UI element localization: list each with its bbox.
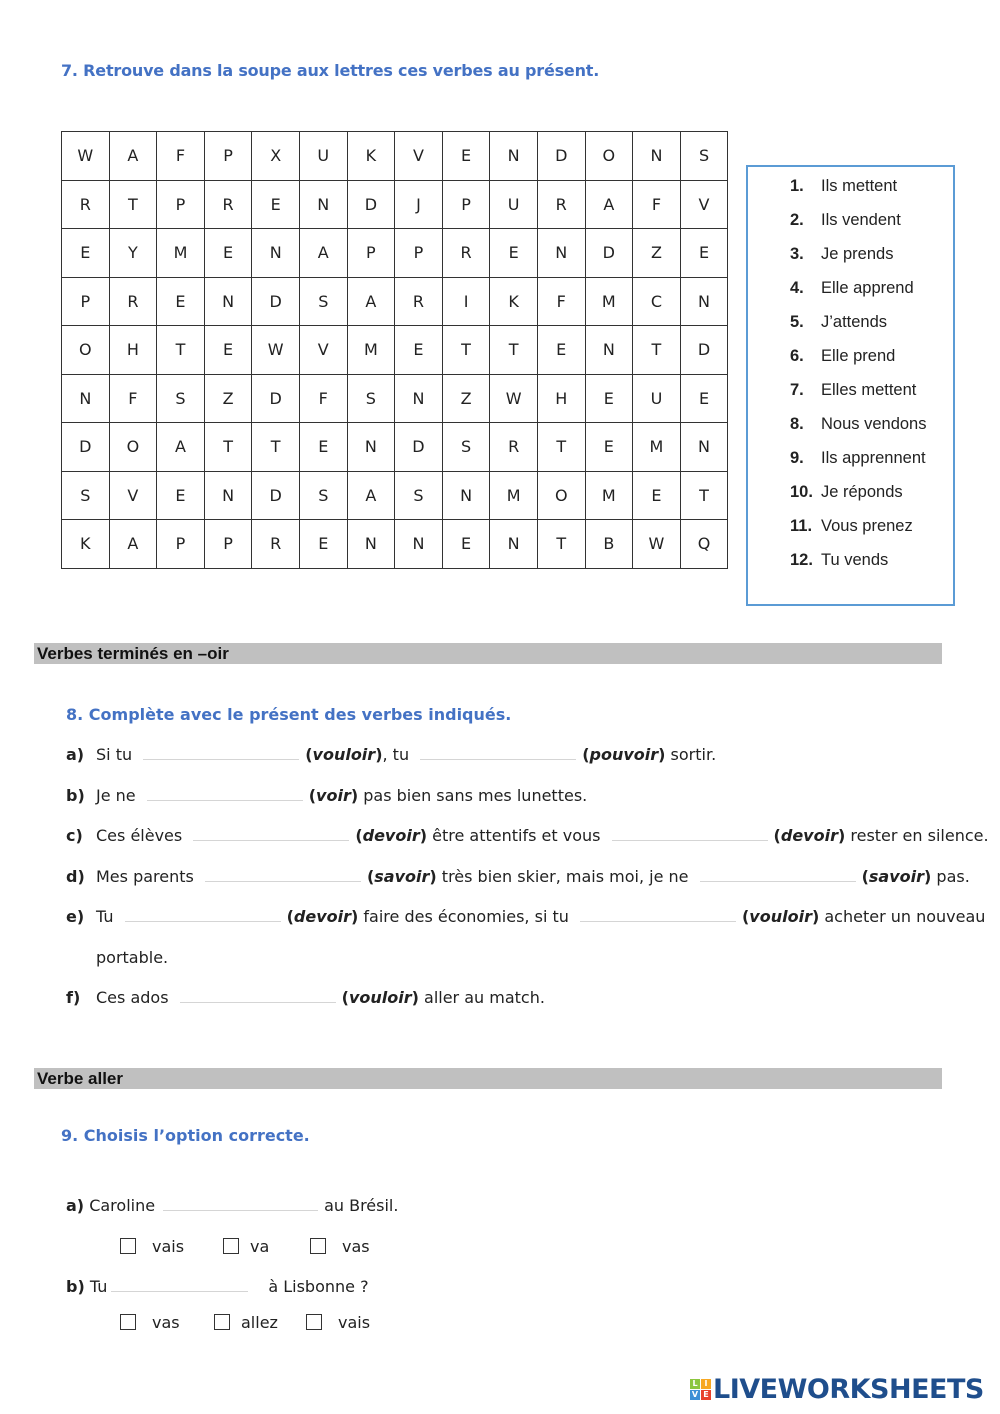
grid-cell[interactable]: E bbox=[490, 229, 538, 278]
grid-cell[interactable]: N bbox=[585, 326, 633, 375]
grid-cell[interactable]: O bbox=[109, 423, 157, 472]
item-label: c) bbox=[66, 826, 83, 845]
verb-hint: (savoir) bbox=[861, 867, 932, 886]
word-list bbox=[790, 175, 927, 583]
grid-cell[interactable]: M bbox=[490, 471, 538, 520]
grid-cell[interactable]: F bbox=[537, 277, 585, 326]
option[interactable] bbox=[120, 1313, 180, 1332]
grid-cell[interactable]: E bbox=[252, 180, 300, 229]
grid-cell[interactable]: N bbox=[537, 229, 585, 278]
word-text: Elle apprend bbox=[821, 279, 914, 297]
item-text: Mes parents bbox=[96, 867, 194, 886]
grid-cell[interactable]: N bbox=[204, 277, 252, 326]
grid-cell[interactable]: D bbox=[252, 277, 300, 326]
grid-cell[interactable]: W bbox=[490, 374, 538, 423]
grid-cell[interactable]: K bbox=[62, 520, 110, 569]
grid-cell[interactable]: N bbox=[204, 471, 252, 520]
grid-cell[interactable]: M bbox=[347, 326, 395, 375]
exercise-9-item-a bbox=[66, 1196, 398, 1215]
grid-cell[interactable]: R bbox=[109, 277, 157, 326]
verb-hint: (devoir) bbox=[773, 826, 846, 845]
item-text: faire des économies, si tu bbox=[358, 907, 569, 926]
option[interactable] bbox=[306, 1313, 370, 1332]
word-list-item bbox=[790, 549, 927, 583]
exercise-8-item-f bbox=[66, 988, 545, 1007]
option-label: allez bbox=[241, 1313, 278, 1332]
grid-row bbox=[62, 520, 728, 569]
grid-cell[interactable]: P bbox=[204, 520, 252, 569]
grid-cell[interactable]: R bbox=[395, 277, 443, 326]
grid-cell[interactable]: U bbox=[299, 132, 347, 181]
item-text: à Lisbonne ? bbox=[268, 1277, 369, 1296]
grid-cell[interactable]: T bbox=[633, 326, 681, 375]
live-blocks-icon bbox=[690, 1379, 711, 1400]
exercise-8-item-c bbox=[66, 826, 989, 845]
grid-cell[interactable]: Z bbox=[442, 374, 490, 423]
grid-cell[interactable]: F bbox=[633, 180, 681, 229]
word-text: Elles mettent bbox=[821, 381, 917, 399]
item-text: , tu bbox=[382, 745, 410, 764]
grid-cell[interactable]: P bbox=[395, 229, 443, 278]
word-list-item bbox=[790, 447, 927, 481]
checkbox[interactable] bbox=[120, 1238, 136, 1254]
word-list-item bbox=[790, 209, 927, 243]
item-text: sortir. bbox=[665, 745, 717, 764]
exercise-8-item-d bbox=[66, 867, 970, 886]
grid-cell[interactable]: D bbox=[62, 423, 110, 472]
grid-cell[interactable]: W bbox=[62, 132, 110, 181]
answer-blank[interactable] bbox=[111, 1291, 248, 1292]
grid-cell[interactable]: E bbox=[204, 326, 252, 375]
item-text: très bien skier, mais moi, je ne bbox=[436, 867, 689, 886]
verb-hint: (vouloir) bbox=[341, 988, 419, 1007]
answer-blank[interactable] bbox=[612, 840, 768, 841]
word-number: 7. bbox=[790, 381, 804, 399]
grid-cell[interactable]: N bbox=[299, 180, 347, 229]
option-label: vais bbox=[152, 1237, 185, 1256]
grid-cell[interactable]: N bbox=[395, 520, 443, 569]
grid-cell[interactable]: E bbox=[157, 277, 205, 326]
grid-cell[interactable]: M bbox=[633, 423, 681, 472]
grid-cell[interactable]: R bbox=[442, 229, 490, 278]
word-list-item bbox=[790, 243, 927, 277]
grid-cell[interactable]: P bbox=[62, 277, 110, 326]
verb-hint: (vouloir) bbox=[741, 907, 820, 926]
word-text: Ils vendent bbox=[821, 211, 901, 229]
section-header-oir-verbs: Verbes terminés en –oir bbox=[34, 643, 942, 664]
grid-cell[interactable]: P bbox=[347, 229, 395, 278]
exercise-8-item-e bbox=[66, 907, 985, 926]
item-label: a) bbox=[66, 745, 85, 764]
liveworksheets-logo bbox=[690, 1374, 984, 1404]
grid-cell[interactable]: S bbox=[299, 277, 347, 326]
word-list-box bbox=[746, 165, 955, 606]
grid-cell[interactable]: P bbox=[204, 132, 252, 181]
word-list-item bbox=[790, 175, 927, 209]
grid-cell[interactable]: R bbox=[537, 180, 585, 229]
word-number: 3. bbox=[790, 245, 804, 263]
grid-cell[interactable]: V bbox=[109, 471, 157, 520]
grid-cell[interactable]: S bbox=[299, 471, 347, 520]
grid-cell[interactable]: J bbox=[395, 180, 443, 229]
answer-blank[interactable] bbox=[143, 759, 299, 760]
grid-cell[interactable]: W bbox=[252, 326, 300, 375]
option[interactable] bbox=[214, 1313, 278, 1332]
grid-cell[interactable]: K bbox=[490, 277, 538, 326]
option[interactable] bbox=[223, 1237, 269, 1256]
grid-cell[interactable]: M bbox=[585, 471, 633, 520]
grid-cell[interactable]: E bbox=[442, 132, 490, 181]
exercise-8-item-b bbox=[66, 786, 587, 805]
grid-cell[interactable]: C bbox=[633, 277, 681, 326]
grid-cell[interactable]: P bbox=[157, 520, 205, 569]
answer-blank[interactable] bbox=[700, 881, 856, 882]
grid-cell[interactable]: N bbox=[680, 423, 728, 472]
word-text: Ils apprennent bbox=[821, 449, 926, 467]
word-number: 2. bbox=[790, 211, 804, 229]
item-label: a) bbox=[66, 1196, 85, 1215]
grid-cell[interactable]: E bbox=[585, 423, 633, 472]
verb-hint: (devoir) bbox=[286, 907, 359, 926]
grid-cell[interactable]: O bbox=[585, 132, 633, 181]
grid-cell[interactable]: T bbox=[680, 471, 728, 520]
grid-cell[interactable]: N bbox=[442, 471, 490, 520]
logo-block: V bbox=[691, 1389, 699, 1399]
grid-row bbox=[62, 180, 728, 229]
answer-blank[interactable] bbox=[580, 921, 736, 922]
answer-blank[interactable] bbox=[193, 840, 349, 841]
grid-row bbox=[62, 229, 728, 278]
grid-cell[interactable]: R bbox=[252, 520, 300, 569]
grid-cell[interactable]: S bbox=[157, 374, 205, 423]
item-label: d) bbox=[66, 867, 85, 886]
grid-cell[interactable]: S bbox=[442, 423, 490, 472]
grid-cell[interactable]: E bbox=[204, 229, 252, 278]
item-text: être attentifs et vous bbox=[427, 826, 601, 845]
grid-cell[interactable]: A bbox=[157, 423, 205, 472]
grid-cell[interactable]: F bbox=[109, 374, 157, 423]
verb-hint: (savoir) bbox=[366, 867, 437, 886]
verb-hint: (voir) bbox=[308, 786, 359, 805]
grid-cell[interactable]: D bbox=[537, 132, 585, 181]
verb-hint: (devoir) bbox=[355, 826, 428, 845]
checkbox[interactable] bbox=[120, 1314, 136, 1330]
grid-cell[interactable]: T bbox=[442, 326, 490, 375]
word-list-item bbox=[790, 345, 927, 379]
grid-cell[interactable]: E bbox=[633, 471, 681, 520]
option-label: vais bbox=[338, 1313, 371, 1332]
exercise-9-title: 9. Choisis l’option correcte. bbox=[61, 1126, 310, 1145]
grid-cell[interactable]: T bbox=[490, 326, 538, 375]
grid-cell[interactable]: O bbox=[537, 471, 585, 520]
grid-row bbox=[62, 374, 728, 423]
grid-cell[interactable]: D bbox=[252, 471, 300, 520]
grid-cell[interactable]: V bbox=[395, 132, 443, 181]
grid-cell[interactable]: A bbox=[347, 277, 395, 326]
grid-cell[interactable]: N bbox=[347, 423, 395, 472]
grid-cell[interactable]: B bbox=[585, 520, 633, 569]
grid-cell[interactable]: T bbox=[204, 423, 252, 472]
word-number: 8. bbox=[790, 415, 804, 433]
item-text: Si tu bbox=[96, 745, 133, 764]
grid-cell[interactable]: I bbox=[442, 277, 490, 326]
grid-cell[interactable]: H bbox=[109, 326, 157, 375]
word-number: 9. bbox=[790, 449, 804, 467]
grid-cell[interactable]: N bbox=[633, 132, 681, 181]
word-text: Ils mettent bbox=[821, 177, 898, 195]
item-text: Caroline bbox=[84, 1196, 156, 1215]
exercise-9-item-b bbox=[66, 1277, 369, 1296]
checkbox[interactable] bbox=[214, 1314, 230, 1330]
grid-cell[interactable]: O bbox=[62, 326, 110, 375]
grid-cell[interactable]: P bbox=[157, 180, 205, 229]
grid-cell[interactable]: P bbox=[442, 180, 490, 229]
exercise-7-title: 7. Retrouve dans la soupe aux lettres ces verbes au présent. bbox=[61, 61, 600, 80]
item-text: Tu bbox=[84, 1277, 108, 1296]
item-label: b) bbox=[66, 786, 85, 805]
grid-cell[interactable]: V bbox=[680, 180, 728, 229]
grid-cell[interactable]: D bbox=[252, 374, 300, 423]
grid-cell[interactable]: E bbox=[585, 374, 633, 423]
logo-block: L bbox=[690, 1379, 700, 1389]
item-text: au Brésil. bbox=[324, 1196, 399, 1215]
grid-cell[interactable]: V bbox=[299, 326, 347, 375]
grid-cell[interactable]: N bbox=[252, 229, 300, 278]
answer-blank[interactable] bbox=[420, 759, 576, 760]
grid-cell[interactable]: D bbox=[680, 326, 728, 375]
grid-cell[interactable]: D bbox=[585, 229, 633, 278]
grid-cell[interactable]: E bbox=[680, 374, 728, 423]
grid-cell[interactable]: M bbox=[585, 277, 633, 326]
word-number: 12. bbox=[790, 551, 813, 569]
item-text: rester en silence. bbox=[845, 826, 989, 845]
word-text: Je réponds bbox=[821, 483, 903, 501]
grid-cell[interactable]: N bbox=[490, 132, 538, 181]
option[interactable] bbox=[120, 1237, 184, 1256]
exercise-8-title: 8. Complète avec le présent des verbes indiqués. bbox=[66, 705, 512, 724]
logo-block: E bbox=[701, 1390, 711, 1400]
grid-cell[interactable]: Z bbox=[204, 374, 252, 423]
item-text: Tu bbox=[96, 907, 114, 926]
grid-cell[interactable]: E bbox=[157, 471, 205, 520]
answer-blank[interactable] bbox=[125, 921, 281, 922]
grid-cell[interactable]: T bbox=[109, 180, 157, 229]
option-label: vas bbox=[152, 1313, 180, 1332]
grid-cell[interactable]: Q bbox=[680, 520, 728, 569]
checkbox[interactable] bbox=[306, 1314, 322, 1330]
grid-row bbox=[62, 471, 728, 520]
grid-cell[interactable]: Z bbox=[633, 229, 681, 278]
word-text: Nous vendons bbox=[821, 415, 927, 433]
grid-cell[interactable]: T bbox=[537, 520, 585, 569]
grid-cell[interactable]: U bbox=[633, 374, 681, 423]
word-number: 4. bbox=[790, 279, 804, 297]
grid-cell[interactable]: R bbox=[62, 180, 110, 229]
item-label: f) bbox=[66, 988, 81, 1007]
word-number: 1. bbox=[790, 177, 804, 195]
grid-cell[interactable]: T bbox=[537, 423, 585, 472]
item-text: Ces ados bbox=[96, 988, 169, 1007]
answer-blank[interactable] bbox=[180, 1002, 336, 1003]
answer-blank[interactable] bbox=[205, 881, 361, 882]
word-list-item bbox=[790, 277, 927, 311]
exercise-8-item-a bbox=[66, 745, 716, 764]
grid-cell[interactable]: D bbox=[347, 180, 395, 229]
grid-cell[interactable]: F bbox=[299, 374, 347, 423]
grid-cell[interactable]: W bbox=[633, 520, 681, 569]
answer-blank[interactable] bbox=[163, 1210, 318, 1211]
grid-cell[interactable]: S bbox=[347, 374, 395, 423]
word-text: J’attends bbox=[821, 313, 888, 331]
grid-cell[interactable]: A bbox=[299, 229, 347, 278]
grid-cell[interactable]: S bbox=[680, 132, 728, 181]
grid-cell[interactable]: A bbox=[109, 520, 157, 569]
grid-cell[interactable]: A bbox=[347, 471, 395, 520]
grid-cell[interactable]: M bbox=[157, 229, 205, 278]
exercise-8-item-e-continued: portable. bbox=[96, 948, 169, 967]
section-header-aller-verb: Verbe aller bbox=[34, 1068, 942, 1089]
grid-cell[interactable]: N bbox=[62, 374, 110, 423]
word-list-item bbox=[790, 515, 927, 549]
word-text: Elle prend bbox=[821, 347, 896, 365]
word-list-item bbox=[790, 413, 927, 447]
grid-cell[interactable]: E bbox=[62, 229, 110, 278]
option[interactable] bbox=[310, 1237, 370, 1256]
checkbox[interactable] bbox=[223, 1238, 239, 1254]
item-text: aller au match. bbox=[418, 988, 545, 1007]
grid-cell[interactable]: E bbox=[395, 326, 443, 375]
item-text: pas. bbox=[931, 867, 970, 886]
grid-cell[interactable]: N bbox=[395, 374, 443, 423]
logo-block: I bbox=[701, 1379, 711, 1389]
grid-cell[interactable]: T bbox=[252, 423, 300, 472]
grid-cell[interactable]: A bbox=[585, 180, 633, 229]
grid-row bbox=[62, 326, 728, 375]
grid-cell[interactable]: E bbox=[299, 520, 347, 569]
word-number: 6. bbox=[790, 347, 804, 365]
grid-cell[interactable]: E bbox=[442, 520, 490, 569]
word-text: Je prends bbox=[821, 245, 894, 263]
option-label: vas bbox=[342, 1237, 370, 1256]
word-text: Vous prenez bbox=[821, 517, 913, 535]
grid-cell[interactable]: E bbox=[537, 326, 585, 375]
word-search-grid[interactable] bbox=[61, 131, 728, 569]
word-list-item bbox=[790, 379, 927, 413]
item-label: e) bbox=[66, 907, 85, 926]
option-label: va bbox=[250, 1237, 270, 1256]
grid-cell[interactable]: N bbox=[680, 277, 728, 326]
grid-cell[interactable]: Y bbox=[109, 229, 157, 278]
item-text: Je ne bbox=[96, 786, 136, 805]
grid-cell[interactable]: R bbox=[490, 423, 538, 472]
grid-cell[interactable]: S bbox=[395, 471, 443, 520]
answer-blank[interactable] bbox=[147, 800, 303, 801]
grid-cell[interactable]: F bbox=[157, 132, 205, 181]
grid-row bbox=[62, 132, 728, 181]
grid-cell[interactable]: N bbox=[347, 520, 395, 569]
grid-cell[interactable]: E bbox=[680, 229, 728, 278]
grid-cell[interactable]: H bbox=[537, 374, 585, 423]
grid-row bbox=[62, 277, 728, 326]
grid-cell[interactable]: N bbox=[490, 520, 538, 569]
item-text: pas bien sans mes lunettes. bbox=[358, 786, 588, 805]
word-text: Tu vends bbox=[821, 551, 889, 569]
grid-row bbox=[62, 423, 728, 472]
grid-cell[interactable]: K bbox=[347, 132, 395, 181]
grid-cell[interactable]: S bbox=[62, 471, 110, 520]
grid-cell[interactable]: T bbox=[157, 326, 205, 375]
word-list-item bbox=[790, 311, 927, 345]
logo-text: LIVEWORKSHEETS bbox=[713, 1373, 984, 1405]
grid-cell[interactable]: D bbox=[395, 423, 443, 472]
word-number: 11. bbox=[790, 517, 813, 535]
item-text: acheter un nouveau bbox=[819, 907, 986, 926]
checkbox[interactable] bbox=[310, 1238, 326, 1254]
item-label: b) bbox=[66, 1277, 85, 1296]
verb-hint: (pouvoir) bbox=[582, 745, 666, 764]
grid-cell[interactable]: R bbox=[204, 180, 252, 229]
word-number: 10. bbox=[790, 483, 813, 501]
grid-cell[interactable]: U bbox=[490, 180, 538, 229]
word-number: 5. bbox=[790, 313, 804, 331]
verb-hint: (vouloir) bbox=[305, 745, 383, 764]
grid-cell[interactable]: E bbox=[299, 423, 347, 472]
grid-cell[interactable]: X bbox=[252, 132, 300, 181]
word-list-item bbox=[790, 481, 927, 515]
grid-cell[interactable]: A bbox=[109, 132, 157, 181]
item-text: Ces élèves bbox=[96, 826, 183, 845]
